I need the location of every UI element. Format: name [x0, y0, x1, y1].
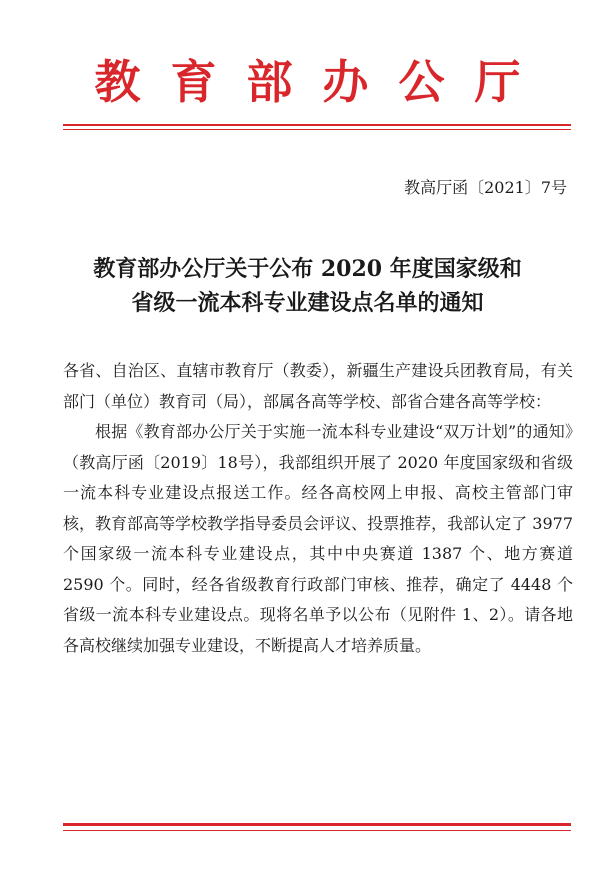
salutation: 各省、自治区、直辖市教育厅（教委），新疆生产建设兵团教育局，有关部门（单位）教育司（局），部属各高等学校、部省合建各高等学校：	[63, 361, 573, 411]
footer-red-rule-thick	[63, 823, 571, 826]
header-red-rule-thick	[63, 124, 571, 126]
document-title-line-1: 教育部办公厅关于公布 2020 年度国家级和	[93, 256, 522, 282]
footer-red-rule-thin	[63, 830, 571, 831]
document-title-line-2: 省级一流本科专业建设点名单的通知	[131, 290, 484, 316]
document-title	[0, 252, 615, 320]
document-body	[63, 356, 573, 661]
body-paragraph: 根据《教育部办公厅关于实施一流本科专业建设“双万计划”的通知》（教高厅函〔2019〕18号），我部组织开展了 2020 年度国家级和省级一流本科专业建设点报送工作。经各高校网上申报、高校主管部门审核，教育部高等学校教学指导委员会评议、投票推荐，我部认定了 3977 个国家级一流本科专业建设点，其中中央赛道 1387 个、地方赛道 2590 个。同时，经各省级教育行政部门审核、推荐，确定了 4448 个省级一流本科专业建设点。现将名单予以公布（见附件 1、2）。请各地各高校继续加强专业建设，不断提高人才培养质量。	[63, 422, 573, 655]
header-red-rule-thin	[63, 129, 571, 130]
document-number: 教高厅函〔2021〕7号	[404, 178, 567, 197]
issuer-title: 教育部办公厅	[94, 55, 551, 109]
